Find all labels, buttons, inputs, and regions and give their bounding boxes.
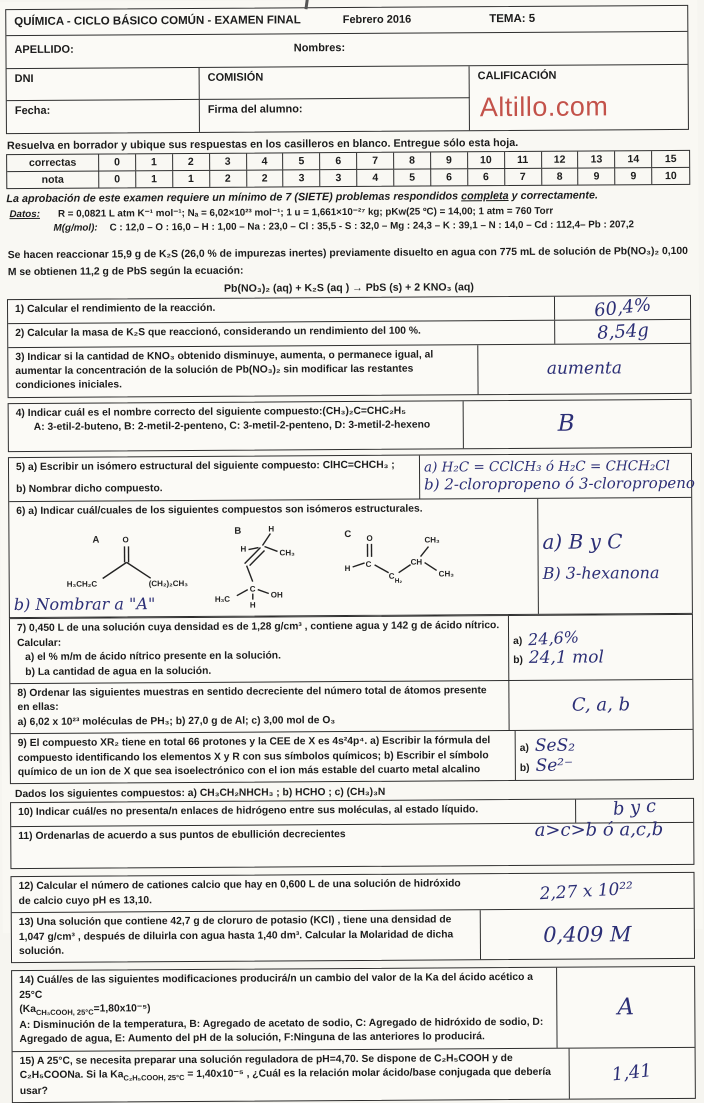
score-cell: 5 <box>283 153 320 169</box>
approval-underlined: completa <box>461 190 508 202</box>
q14-answer-box <box>556 967 694 1047</box>
structure-a-oxygen: O <box>122 535 128 544</box>
score-cell: 1 <box>136 171 173 187</box>
instructions-line: Resuelva en borrador y ubique sus respuestas en los casilleros en blanco. Entregue sólo esta hoja. <box>7 136 691 152</box>
score-cell: 3 <box>320 170 357 186</box>
question-row-9 <box>11 729 693 783</box>
q3-text: 3) Indicar si la cantidad de KNO₃ obtenido disminuye, aumenta, o permanece igual, al aumentar la concentración de la solución de Pb(NO₃)₂ sin modificar las restantes condiciones iniciales. <box>8 345 477 397</box>
question-row-8 <box>10 679 692 733</box>
q12-text: 12) Calcular el número de cationes calcio que hay en 0,600 L de una solución de hidróxido de calcio cuyo pH es 13,10. <box>12 875 480 913</box>
score-cell: 15 <box>652 151 689 167</box>
q5-text <box>9 455 419 500</box>
question-row-3 <box>8 343 690 397</box>
score-cell: 8 <box>542 169 579 185</box>
score-cell: 9 <box>431 152 468 168</box>
header-name-row <box>6 32 687 69</box>
structure-a-label: A <box>92 534 99 545</box>
score-cell: 2 <box>247 170 284 186</box>
q15-handwritten-answer: 1,41 <box>611 1060 653 1085</box>
mgmol-label: M(g/mol): <box>54 223 98 234</box>
questions-group-7 <box>11 966 696 1103</box>
reaction-equation: Pb(NO₃)₂ (aq) + K₂S (aq ) → PbS (s) + 2 KNO₃ (aq) <box>4 280 694 296</box>
questions-group-6 <box>11 872 696 963</box>
score-cell: 7 <box>357 153 394 169</box>
structure-c-h: H <box>345 564 351 573</box>
q14-line1: 14) Cuál/es de las siguientes modificaciones producirá/n un cambio del valor de la Ka del ácido acético a 25°C <box>19 971 549 1003</box>
exam-tema: TEMA: 5 <box>489 13 535 25</box>
score-cell: 13 <box>578 151 615 167</box>
q8-handwritten-answer: C, a, b <box>572 694 630 715</box>
structure-b-label: B <box>234 526 241 537</box>
calificacion-cell <box>470 65 688 130</box>
q10-handwritten-answer: b y c <box>612 796 657 820</box>
q6-handwritten-answer-b: B) 3-hexanona <box>543 563 660 583</box>
q9-answer-label-b: b) <box>520 763 530 774</box>
q13-answer-box <box>480 909 694 960</box>
approval-pre: La aprobación de este examen requiere un mínimo de 7 (SIETE) problemas respondidos <box>6 190 461 205</box>
q14-ka-sub: CH₃COOH, 25°C <box>36 1008 94 1017</box>
q11-handwritten-answer: a>c>b ó a,c,b <box>535 819 664 841</box>
q1-text: 1) Calcular el rendimiento de la reacción. <box>8 296 554 322</box>
datos-label: Datos: <box>9 209 40 220</box>
structure-b-h-top: H <box>268 524 274 533</box>
q14-ka-pre: (Ka <box>19 1004 36 1015</box>
score-cell: 3 <box>284 170 321 186</box>
approval-post: y correctamente. <box>509 189 598 202</box>
calificacion-label: CALIFICACIÓN <box>478 70 557 82</box>
q7-item-a: a) el % m/m de ácido nítrico presente en la solución. <box>17 648 501 665</box>
q6-text-cell <box>9 498 538 617</box>
structure-c-h2: H₂ <box>395 578 403 585</box>
q10-text: 10) Indicar cuál/es no presenta/n enlaces de hidrógeno entre sus moléculas, al estado líquido. <box>11 800 575 826</box>
structure-c-ch3-top: CH₃ <box>424 535 440 544</box>
q15-line1: 15) A 25°C, se necesita preparar una solución reguladora de pH=4,70. Se dispone de C₂H₅COOH y de C₂H₅COONa. Si la <box>20 1053 513 1081</box>
q15-ka-pre: Ka <box>110 1069 123 1080</box>
question-row-13 <box>12 908 694 962</box>
structure-c-c2: C <box>389 572 395 581</box>
q6-text: 6) a) Indicar cuál/cuales de los siguientes compuestos son isómeros estructurales. <box>16 501 530 519</box>
structure-a-left-group: H₃CH₂C <box>67 579 98 588</box>
q7-handwritten-answer-b: 24,1 mol <box>529 647 604 667</box>
comision-label: COMISIÓN <box>200 66 470 100</box>
dni-label: DNI <box>7 68 200 101</box>
q4-text <box>9 401 463 451</box>
q1-handwritten-answer: 60,4% <box>593 294 652 321</box>
q3-handwritten-answer: aumenta <box>547 359 622 379</box>
score-cell: 8 <box>394 152 431 168</box>
score-cell: 9 <box>579 168 616 184</box>
q5-line2: b) Nombrar dicho compuesto. <box>16 481 412 498</box>
structure-b-oh: OH <box>271 590 283 599</box>
questions-group-3 <box>8 453 693 619</box>
structure-b-h-bottom: H <box>250 600 256 609</box>
firma-label: Firma del alumno: <box>200 98 470 132</box>
q9-text: 9) El compuesto XR₂ tiene en total 66 protones y la CEE de X es 4s²4p⁴. a) Escribir la fórmula del compuesto identificando los elementos X y R con sus símbolos químicos; b) Escribir el símbolo químico de un ion de X que sea isoelectrónico con el ion más estable del cuarto metal alcalino <box>11 731 515 783</box>
structure-b-h3c: H₃C <box>215 595 231 604</box>
score-cell: 5 <box>394 169 431 185</box>
q15-ka-post: = 1,40x10⁻⁵ , ¿Cuál es la relación molar ácido/base conjugada que debería usar? <box>20 1067 551 1097</box>
score-cell: 10 <box>652 168 689 184</box>
q4-answer-box <box>463 400 691 448</box>
structure-c-ch: CH <box>411 557 423 566</box>
q11-text: 11) Ordenarlas de acuerdo a sus puntos de ebullición decrecientes <box>11 823 693 868</box>
score-cell: 9 <box>615 168 652 184</box>
score-cell: 1 <box>173 171 210 187</box>
nota-cells <box>99 168 689 188</box>
dados-compuestos-line: Dados los siguientes compuestos: a) CH₃CH₂NHCH₃ ; b) HCHO ; c) (CH₃)₃N <box>15 785 695 800</box>
correctas-label: correctas <box>7 155 99 172</box>
score-cell: 6 <box>320 153 357 169</box>
q9-handwritten-answer-b: Se²⁻ <box>535 755 573 775</box>
datos-line2: C : 12,0 – O : 16,0 – H : 1,00 – Na : 23,0 – Cl : 35,5 - S : 32,0 – Mg : 24,3 – K : 39,1 – N : 14,0 – Cd : 112,4– Pb : 207,2 <box>110 219 634 233</box>
q8-line2: a) 6,02 x 10²³ moléculas de PH₃; b) 27,0 g de Al; c) 3,00 mol de O₃ <box>18 713 502 730</box>
page-title: QUÍMICA - CICLO BÁSICO COMÚN - EXAMEN FINAL <box>14 14 300 28</box>
fecha-label: Fecha: <box>7 100 200 133</box>
q6-handwritten-note: b) Nombrar a "A" <box>14 593 156 616</box>
q2-answer-box <box>554 320 690 344</box>
q5-handwritten-answer-b: b) 2-cloropropeno ó 3-cloropropeno <box>424 474 695 494</box>
questions-group-4 <box>9 614 694 784</box>
header-table <box>5 5 689 134</box>
q6-answer-box <box>537 497 692 614</box>
q14-handwritten-answer: A <box>617 994 634 1020</box>
q15-text-cell <box>13 1048 569 1102</box>
structure-c-c1: C <box>366 560 372 569</box>
question-row-15 <box>13 1046 695 1102</box>
problem-intro: Se hacen reaccionar 15,9 g de K₂S (26,0 % de impurezas inertes) previamente disuelto en agua con 775 mL de solución de Pb(NO₃)₂ 0,100 M se obtienen 11,2 g de PbS según la ecuación: <box>8 244 692 280</box>
nombres-label: Nombres: <box>294 42 345 54</box>
question-row-7 <box>10 615 692 683</box>
q7-answer-label-b: b) <box>513 655 523 666</box>
q13-text: 13) Una solución que contiene 42,7 g de cloruro de potasio (KCl) , tiene una densidad de 1,047 g/cm³ , después de diluirla con agua hasta 1,40 dm³. Calcular la Molaridad de dicha solución. <box>12 910 480 962</box>
score-cell: 7 <box>505 169 542 185</box>
q15-ka-sub: C₂H₅COOH, 25°C <box>123 1073 184 1082</box>
score-cell: 4 <box>357 170 394 186</box>
q14-text-cell <box>12 968 556 1050</box>
question-row-5 <box>9 454 691 501</box>
questions-group-5 <box>10 798 694 869</box>
datos-block <box>9 204 691 237</box>
question-row-4 <box>9 400 691 451</box>
q8-text-cell <box>10 681 508 733</box>
q7-item-b: b) La cantidad de agua en la solución. <box>17 663 501 680</box>
nota-label: nota <box>7 172 99 189</box>
questions-group-2 <box>8 399 692 452</box>
score-table <box>6 150 690 189</box>
score-cell: 10 <box>468 152 505 168</box>
score-cell: 2 <box>210 171 247 187</box>
q9-answer-box <box>515 730 693 780</box>
score-cell: 14 <box>615 151 652 167</box>
score-cell: 12 <box>542 152 579 168</box>
q5-answer-box <box>419 454 691 498</box>
question-row-6 <box>9 496 692 617</box>
questions-group-1 <box>7 295 692 398</box>
question-row-14 <box>12 967 694 1050</box>
q12-answer-box <box>480 873 694 909</box>
structure-a-right-group: (CH₂)₂CH₃ <box>149 579 189 588</box>
structure-b-ch3: CH₃ <box>280 548 296 557</box>
approval-line <box>6 189 691 205</box>
q3-answer-box <box>477 344 690 395</box>
q9-handwritten-answer-a: SeS₂ <box>535 735 575 755</box>
q14-options: A: Disminución de la temperatura, B: Agregado de acetato de sodio, C: Agregado de hidróxido de sodio, D: Agregado de agua, E: Aumento del pH de la solución, F:Ninguna de las anteriores lo producirá. <box>19 1016 549 1048</box>
q7-text: 7) 0,450 L de una solución cuya densidad es de 1,28 g/cm³ , contiene agua y 142 g de ácido nítrico. Calcular: <box>17 619 501 651</box>
q7-text-cell <box>10 616 508 683</box>
q8-line1: 8) Ordenar las siguientes muestras en sentido decreciente del número total de átomos presente en ellas: <box>17 684 501 716</box>
score-cell: 3 <box>210 154 247 170</box>
q6-handwritten-answer-a: a) B y C <box>542 529 622 553</box>
q15-answer-box <box>569 1047 695 1098</box>
q5-handwritten-answer-a: a) H₂C = CClCH₃ ó H₂C = CHCH₂Cl <box>424 458 670 476</box>
altillo-watermark: Altillo.com <box>480 91 609 123</box>
exam-date: Febrero 2016 <box>343 14 412 26</box>
datos-line1: R = 0,0821 L atm K⁻¹ mol⁻¹; Nₐ = 6,02×10²³ mol⁻¹; 1 u = 1,661×10⁻²⁷ kg; pKw(25 ºC) = 14,00; 1 atm = 760 Torr <box>58 206 553 220</box>
q7-handwritten-answer-a: 24,6% <box>528 627 580 649</box>
q13-handwritten-answer: 0,409 M <box>543 922 631 947</box>
apellido-label: APELLIDO: <box>14 42 293 56</box>
q8-answer-box <box>508 680 692 730</box>
score-cell: 0 <box>99 154 136 170</box>
structure-c-oxygen: O <box>366 534 372 543</box>
q7-answer-box <box>508 615 692 680</box>
q5-line1: 5) a) Escribir un isómero estructural del siguiente compuesto: ClHC=CHCH₃ ; <box>16 458 412 475</box>
score-cell: 6 <box>468 169 505 185</box>
q4-options: A: 3-etil-2-buteno, B: 2-metil-2-penteno, C: 3-metil-2-penteno, D: 3-metil-2-hexeno <box>16 419 456 436</box>
structure-c-ch3-right: CH₃ <box>439 569 455 578</box>
score-cell: 4 <box>247 153 284 169</box>
header-grid <box>7 65 688 133</box>
q12-handwritten-answer: 2,27 x 10²² <box>539 879 634 904</box>
q4-line1: 4) Indicar cuál es el nombre correcto del siguiente compuesto:(CH₃)₂C=CHC₂H₅ <box>16 404 456 421</box>
score-cell: 0 <box>99 171 136 187</box>
q1-answer-box <box>554 296 690 320</box>
q7-answer-label-a: a) <box>513 636 522 647</box>
structure-b-h-left: H <box>240 545 246 554</box>
score-cell: 1 <box>136 154 173 170</box>
score-cell: 11 <box>505 152 542 168</box>
score-cell: 2 <box>173 154 210 170</box>
q2-handwritten-answer: 8,54g <box>596 319 649 343</box>
question-row-11 <box>11 822 693 868</box>
structure-c-label: C <box>344 529 351 540</box>
score-cell: 6 <box>431 169 468 185</box>
structure-b-c: C <box>250 584 256 593</box>
q9-answer-label-a: a) <box>520 743 529 754</box>
q2-text: 2) Calcular la masa de K₂S que reaccionó, considerando un rendimiento del 100 %. <box>8 320 554 346</box>
q14-ka-post: =1,80x10⁻⁵) <box>94 1003 151 1014</box>
q4-handwritten-answer: B <box>558 411 575 437</box>
question-row-12 <box>12 873 694 912</box>
